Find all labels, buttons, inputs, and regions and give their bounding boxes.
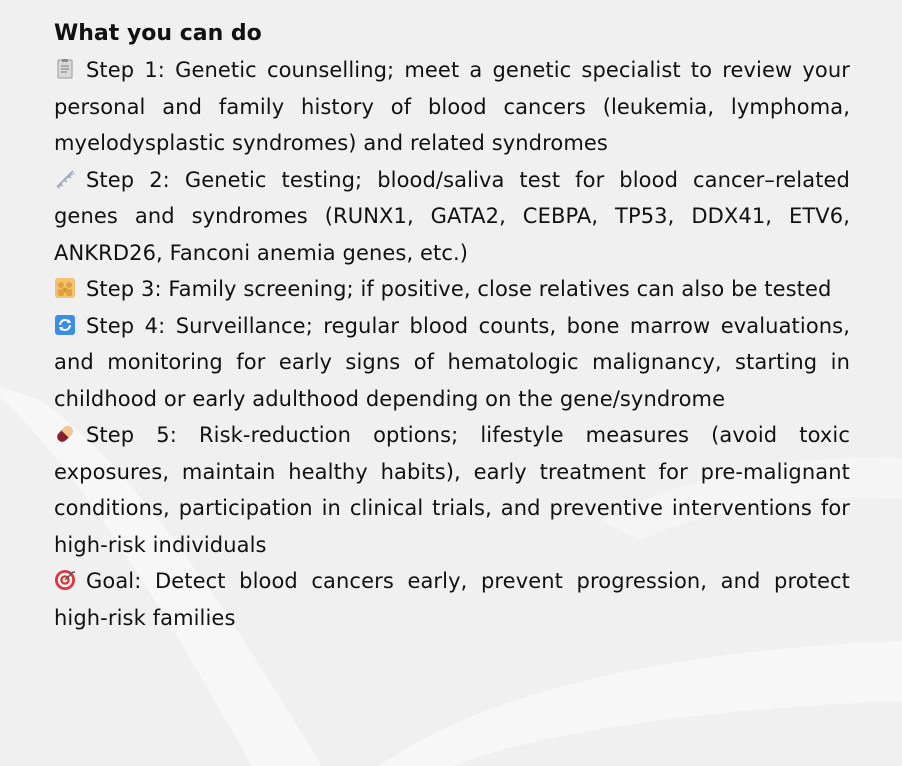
goal-text: Goal: Detect blood cancers early, prevent progression, and protect high-risk families <box>54 569 850 630</box>
step-1-item <box>54 52 850 162</box>
repeat-icon <box>54 314 76 336</box>
step-3-text: Step 3: Family screening; if positive, close relatives can also be tested <box>86 277 832 301</box>
step-4-text: Step 4: Surveillance; regular blood counts, bone marrow evaluations, and monitoring for early signs of hematologic malignancy, starting in childhood or early adulthood depending on the gene/syndrome <box>54 313 850 411</box>
step-5-item <box>54 417 850 563</box>
section-heading: What you can do <box>54 21 262 46</box>
goal-item <box>54 563 850 636</box>
step-2-text: Step 2: Genetic testing; blood/saliva test for blood cancer–related genes and syndromes (RUNX1, GATA2, CEBPA, TP53, DDX41, ETV6, ANKRD26, Fanconi anemia genes, etc.) <box>54 167 850 265</box>
family-icon <box>54 277 76 299</box>
step-4-item <box>54 308 850 418</box>
pill-icon <box>54 423 76 445</box>
step-3-item <box>54 271 850 308</box>
clipboard-icon <box>54 58 76 80</box>
step-2-item <box>54 162 850 272</box>
step-1-text: Step 1: Genetic counselling; meet a genetic specialist to review your personal and family history of blood cancers (leukemia, lymphoma, myelodysplastic syndromes) and related syndromes <box>54 58 850 155</box>
step-5-text: Step 5: Risk-reduction options; lifestyle measures (avoid toxic exposures, maintain healthy habits), early treatment for pre-malignant conditions, participation in clinical trials, and preventive interventions for high-risk individuals <box>54 423 850 557</box>
what-you-can-do-section <box>54 18 850 636</box>
target-icon <box>54 569 76 591</box>
dna-icon <box>54 168 76 190</box>
